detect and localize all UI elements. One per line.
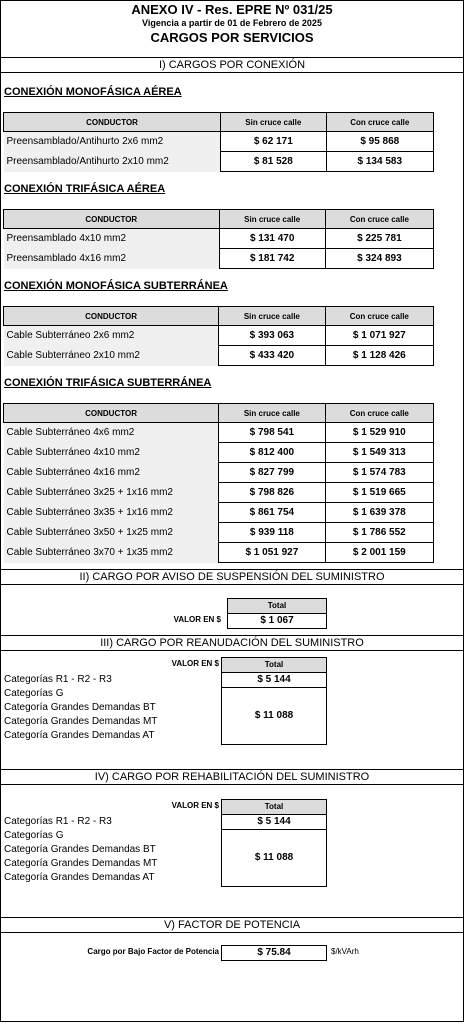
conductor-label: Cable Subterráneo 3x35 + 1x16 mm2: [4, 503, 219, 523]
column-header: Sin cruce calle: [221, 113, 327, 132]
price-sin-cruce: $ 62 171: [221, 132, 327, 152]
price-sin-cruce: $ 393 063: [219, 326, 325, 346]
price-sin-cruce: $ 798 541: [219, 423, 325, 443]
section-2-body: [1, 585, 463, 631]
table-row: [4, 326, 434, 346]
factor-label: Cargo por Bajo Factor de Potencia: [87, 947, 219, 956]
table-header-row: [4, 210, 434, 229]
conductor-label: Cable Subterráneo 2x10 mm2: [4, 346, 219, 366]
conductor-label: Cable Subterráneo 2x6 mm2: [4, 326, 219, 346]
price-sin-cruce: $ 861 754: [219, 503, 325, 523]
price-sin-cruce: $ 827 799: [219, 463, 325, 483]
cat-item: Categoría Grandes Demandas BT: [4, 702, 156, 713]
reanudacion-others-value: $ 11 088: [221, 687, 327, 745]
column-header: Con cruce calle: [325, 307, 433, 326]
price-con-cruce: $ 1 549 313: [325, 443, 433, 463]
table-row: [4, 503, 434, 523]
cat-item: Categoría Grandes Demandas AT: [4, 730, 155, 741]
table-header-row: [4, 404, 434, 423]
price-con-cruce: $ 1 071 927: [325, 326, 433, 346]
table-row: [4, 443, 434, 463]
doc-title: ANEXO IV - Res. EPRE Nº 031/25: [131, 2, 333, 17]
price-con-cruce: $ 95 868: [326, 132, 433, 152]
column-header: CONDUCTOR: [4, 113, 221, 132]
factor-unit: $/kVArh: [331, 947, 359, 956]
column-header: Sin cruce calle: [219, 210, 325, 229]
column-header: Con cruce calle: [326, 113, 433, 132]
group-title: CONEXIÓN MONOFÁSICA SUBTERRÁNEA: [4, 280, 228, 292]
table-row: [4, 523, 434, 543]
cat-list: [1, 829, 157, 885]
cat-residential: Categorías R1 - R2 - R3: [4, 816, 112, 827]
table-row: [4, 249, 434, 269]
table-row: [4, 346, 434, 366]
conductor-label: Preensamblado/Antihurto 2x10 mm2: [4, 152, 221, 172]
rehabilitacion-others-value: $ 11 088: [221, 829, 327, 887]
section-5-title: V) FACTOR DE POTENCIA: [1, 917, 463, 933]
section-4-body: [1, 785, 463, 917]
column-header: CONDUCTOR: [4, 307, 219, 326]
total-header: Total: [221, 657, 327, 673]
price-con-cruce: $ 1 786 552: [325, 523, 433, 543]
reanudacion-residential-value: $ 5 144: [221, 672, 327, 688]
connection-table: [3, 403, 434, 563]
connection-groups: [1, 85, 463, 563]
rehabilitacion-residential-value: $ 5 144: [221, 814, 327, 830]
price-con-cruce: $ 1 519 665: [325, 483, 433, 503]
column-header: CONDUCTOR: [4, 404, 219, 423]
conductor-label: Cable Subterráneo 4x6 mm2: [4, 423, 219, 443]
price-con-cruce: $ 1 128 426: [325, 346, 433, 366]
price-sin-cruce: $ 131 470: [219, 229, 325, 249]
conductor-label: Preensamblado/Antihurto 2x6 mm2: [4, 132, 221, 152]
conductor-label: Cable Subterráneo 4x10 mm2: [4, 443, 219, 463]
table-row: [4, 152, 434, 172]
cat-list: [1, 687, 157, 743]
cat-item: Categorías G: [4, 688, 64, 699]
table-row: [4, 229, 434, 249]
suspension-value: $ 1 067: [227, 613, 327, 629]
price-con-cruce: $ 1 574 783: [325, 463, 433, 483]
table-row: [4, 132, 434, 152]
section-1-title: I) CARGOS POR CONEXIÓN: [1, 57, 463, 73]
table-row: [4, 483, 434, 503]
conductor-label: Cable Subterráneo 3x25 + 1x16 mm2: [4, 483, 219, 503]
column-header: CONDUCTOR: [4, 210, 220, 229]
conductor-label: Cable Subterráneo 4x16 mm2: [4, 463, 219, 483]
price-con-cruce: $ 1 639 378: [325, 503, 433, 523]
price-sin-cruce: $ 1 051 927: [219, 543, 325, 563]
column-header: Con cruce calle: [325, 210, 433, 229]
cat-item: Categorías G: [4, 830, 64, 841]
header: [1, 1, 463, 47]
price-con-cruce: $ 1 529 910: [325, 423, 433, 443]
connection-table: [3, 112, 434, 172]
column-header: Sin cruce calle: [219, 307, 325, 326]
table-row: [4, 423, 434, 443]
price-con-cruce: $ 134 583: [326, 152, 433, 172]
cat-item: Categoría Grandes Demandas MT: [4, 858, 158, 869]
total-header: Total: [227, 598, 327, 614]
vigencia-text: Vigencia a partir de 01 de Febrero de 2025: [142, 18, 322, 28]
price-sin-cruce: $ 939 118: [219, 523, 325, 543]
valor-label: VALOR EN $: [171, 801, 219, 810]
section-3-title: III) CARGO POR REANUDACIÓN DEL SUMINISTRO: [1, 635, 463, 651]
conductor-label: Preensamblado 4x10 mm2: [4, 229, 220, 249]
price-sin-cruce: $ 181 742: [219, 249, 325, 269]
column-header: Sin cruce calle: [219, 404, 325, 423]
section-5-body: [1, 933, 463, 973]
section-3-body: [1, 651, 463, 769]
connection-table: [3, 306, 434, 366]
cat-residential: Categorías R1 - R2 - R3: [4, 674, 112, 685]
conductor-label: Preensamblado 4x16 mm2: [4, 249, 220, 269]
price-con-cruce: $ 2 001 159: [325, 543, 433, 563]
conductor-label: Cable Subterráneo 3x50 + 1x25 mm2: [4, 523, 219, 543]
doc-subtitle: CARGOS POR SERVICIOS: [150, 30, 314, 45]
valor-label: VALOR EN $: [173, 615, 221, 624]
factor-value: $ 75.84: [221, 945, 327, 961]
conductor-label: Cable Subterráneo 3x70 + 1x35 mm2: [4, 543, 219, 563]
cat-item: Categoría Grandes Demandas BT: [4, 844, 156, 855]
price-sin-cruce: $ 433 420: [219, 346, 325, 366]
valor-label: VALOR EN $: [171, 659, 219, 668]
price-con-cruce: $ 324 893: [325, 249, 433, 269]
total-header: Total: [221, 799, 327, 815]
cat-item: Categoría Grandes Demandas MT: [4, 716, 158, 727]
section-2-title: II) CARGO POR AVISO DE SUSPENSIÓN DEL SUMINISTRO: [1, 569, 463, 585]
cat-item: Categoría Grandes Demandas AT: [4, 872, 155, 883]
price-sin-cruce: $ 81 528: [221, 152, 327, 172]
group-title: CONEXIÓN TRIFÁSICA AÉREA: [4, 183, 166, 195]
table-header-row: [4, 113, 434, 132]
connection-table: [3, 209, 434, 269]
column-header: Con cruce calle: [325, 404, 433, 423]
section-4-title: IV) CARGO POR REHABILITACIÓN DEL SUMINISTRO: [1, 769, 463, 785]
group-title: CONEXIÓN MONOFÁSICA AÉREA: [4, 86, 182, 98]
table-header-row: [4, 307, 434, 326]
table-row: [4, 543, 434, 563]
price-sin-cruce: $ 798 826: [219, 483, 325, 503]
group-title: CONEXIÓN TRIFÁSICA SUBTERRÁNEA: [4, 377, 212, 389]
price-sin-cruce: $ 812 400: [219, 443, 325, 463]
table-row: [4, 463, 434, 483]
price-con-cruce: $ 225 781: [325, 229, 433, 249]
